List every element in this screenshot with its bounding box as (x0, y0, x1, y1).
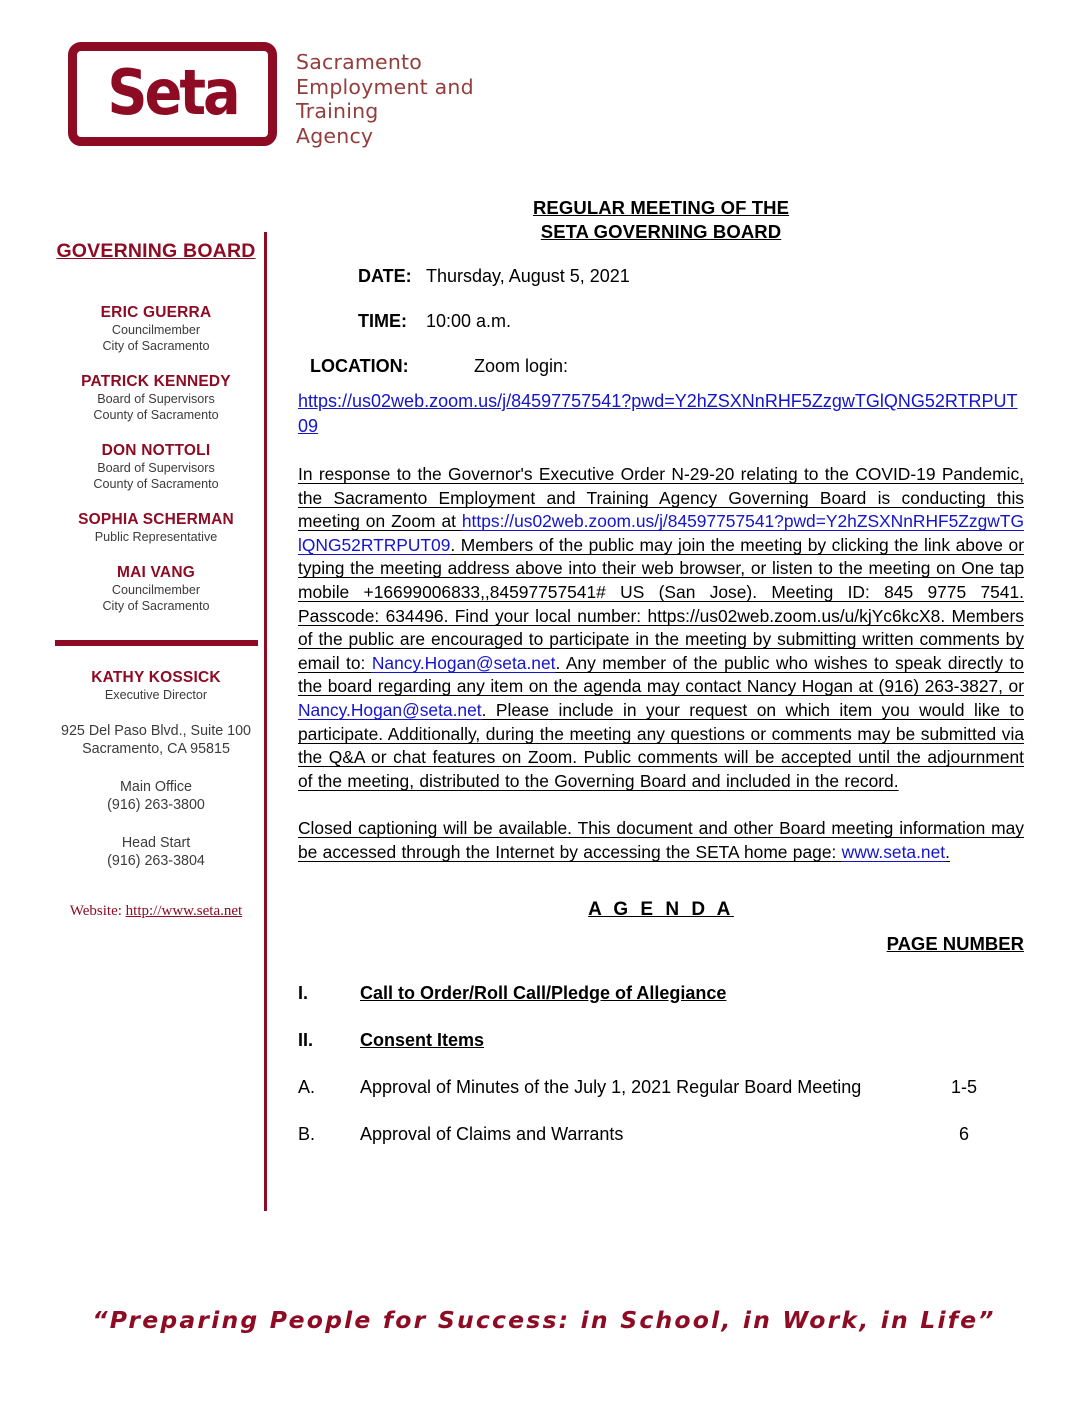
date-label: DATE: (358, 266, 412, 286)
agenda-heading (298, 899, 1024, 921)
board-member-role-2: City of Sacramento (102, 339, 210, 353)
executive-director-name: KATHY KOSSICK (91, 669, 221, 686)
meeting-location-row (298, 356, 1024, 377)
agenda-item-number: II. (298, 1029, 314, 1050)
sidebar-heading-governing-board: GOVERNING BOARD (56, 240, 256, 262)
board-member (48, 372, 264, 423)
contact-email-link-2[interactable]: Nancy.Hogan@seta.net (298, 699, 482, 720)
head-start-label: Head Start (121, 835, 191, 851)
agenda-item-title: Approval of Minutes of the July 1, 2021 Regular Board Meeting (360, 1076, 862, 1097)
head-start-number: (916) 263-3804 (107, 853, 205, 869)
website-line (48, 902, 264, 920)
page-title-line-2: SETA GOVERNING BOARD (540, 221, 782, 242)
zoom-meeting-link[interactable]: https://us02web.zoom.us/j/84597757541?pwd=Y2hZSXNnRHF5ZzgwTGlQNG52RTRPUT09 (298, 391, 1018, 436)
agenda-item-row[interactable] (298, 1075, 1024, 1100)
org-name-line-4: Agency (296, 123, 374, 148)
sidebar-divider (264, 232, 267, 1211)
org-name-line-2: Employment and (296, 74, 474, 99)
agenda-item-row[interactable] (298, 1122, 1024, 1147)
footer-tagline: “Preparing People for Success: in School, in Work, in Life” (92, 1306, 996, 1334)
zoom-meeting-link-inline[interactable]: https://us02web.zoom.us/j/84597757541?pwd=Y2hZSXNnRHF5ZzgwTGlQNG52RTRPUT09 (298, 511, 1024, 555)
meeting-meta (298, 266, 1024, 439)
agenda-item-title: Approval of Claims and Warrants (360, 1123, 624, 1144)
notice-text-part-4: . Please include in your request on which item you would like to participate. Additionally, during the meeting any questions or comments may be submitted via the Q&A or chat features on Zoom. Public comments will be accepted until the adjournment of the meeting, distributed to the Governing Board and included in the record. (298, 699, 1024, 791)
main-content (298, 196, 1024, 1169)
notice-text-part-1: In response to the Governor's Executive Order N-29-20 relating to the COVID-19 Pandemic, the Sacramento Employment and Training Agency Governing Board is conducting this meeting on Zoom at (298, 464, 1024, 532)
board-member-role-1: Councilmember (111, 323, 201, 337)
executive-director-block (48, 668, 264, 704)
masthead (0, 0, 1088, 175)
agenda-item-row[interactable] (298, 1028, 1024, 1053)
closed-captioning-paragraph (298, 817, 1024, 864)
org-name-line-3: Training (296, 99, 379, 123)
covid-notice-paragraph (298, 463, 1024, 793)
page-title (298, 196, 1024, 244)
time-label: TIME: (358, 311, 407, 331)
agenda-item-number: A. (298, 1076, 316, 1097)
board-member-role-2: County of Sacramento (93, 408, 219, 422)
board-member-role-1: Councilmember (111, 583, 201, 597)
seta-logo (68, 42, 277, 146)
board-member-role-2: County of Sacramento (93, 477, 219, 491)
board-member-name: MAI VANG (117, 564, 195, 581)
meeting-time-row (298, 311, 1024, 332)
agenda-item-title: Consent Items (360, 1029, 485, 1050)
agenda-item-page: 6 (958, 1123, 969, 1144)
org-name-line-1: Sacramento (296, 50, 422, 74)
captioning-text-part-2: . (945, 841, 950, 862)
location-zoom-url-line (298, 389, 1024, 439)
board-member-role-2: City of Sacramento (102, 599, 210, 613)
executive-director-role: Executive Director (104, 688, 208, 702)
page-number-heading-text: PAGE NUMBER (886, 932, 1024, 954)
page-title-line-1: REGULAR MEETING OF THE (532, 197, 790, 218)
meeting-date-row (298, 266, 1024, 287)
agenda-item-number: I. (298, 982, 309, 1003)
website-label: Website: (69, 903, 126, 919)
main-office-label: Main Office (119, 779, 193, 795)
organization-name (296, 50, 474, 148)
board-member-name: SOPHIA SCHERMAN (78, 511, 234, 528)
main-office-phone (48, 778, 264, 814)
main-office-number: (916) 263-3800 (107, 797, 205, 813)
sidebar (48, 240, 264, 920)
notice-text-part-2: . Members of the public may join the meeting by clicking the link above or typing the meeting address above into their web browser, or listen to the meeting on One tap mobile +16699006833,,84597757541# US (San Jose). Meeting ID: 845 9775 7541. Passcode: 634496. Find your local number: https://us02web.zoom.us/u/kjYc6kcX8. Members of the public are encouraged to participate in the meeting by submitting written comments by email to: (298, 534, 1024, 673)
notice-text-part-3: . Any member of the public who wishes to speak directly to the board regarding any item on the agenda may contact Nancy Hogan at (916) 263-3827, or (298, 652, 1024, 697)
board-member (48, 563, 264, 614)
location-label: LOCATION: (310, 356, 409, 376)
board-member-name: DON NOTTOLI (101, 442, 211, 459)
seta-home-page-link[interactable]: www.seta.net (841, 841, 946, 862)
agenda-item-row[interactable] (298, 981, 1024, 1006)
captioning-text-part-1: Closed captioning will be available. This document and other Board meeting information may be accessed through the Internet by accessing the SETA home page: (298, 818, 1024, 862)
board-member (48, 510, 264, 545)
agenda-item-title: Call to Order/Roll Call/Pledge of Allegiance (360, 982, 727, 1003)
board-member (48, 303, 264, 354)
date-value: Thursday, August 5, 2021 (426, 266, 630, 286)
location-value: Zoom login: (474, 356, 569, 376)
website-link[interactable]: http://www.seta.net (125, 903, 243, 919)
seta-logo-wordmark: Seta (107, 55, 238, 129)
agenda-item-number: B. (298, 1123, 316, 1144)
agenda-heading-text: A G E N D A (588, 898, 734, 920)
sidebar-horizontal-rule (55, 640, 258, 646)
time-value: 10:00 a.m. (426, 311, 512, 331)
board-member-role-1: Public Representative (94, 530, 218, 544)
address-line-2: Sacramento, CA 95815 (82, 741, 230, 757)
contact-email-link-1[interactable]: Nancy.Hogan@seta.net (371, 652, 556, 673)
board-member (48, 441, 264, 492)
head-start-phone (48, 834, 264, 870)
office-address (48, 722, 264, 758)
board-member-name: PATRICK KENNEDY (81, 373, 231, 390)
agenda-items-list (298, 981, 1024, 1147)
board-member-role-1: Board of Supervisors (97, 392, 215, 406)
board-member-role-1: Board of Supervisors (97, 461, 215, 475)
board-member-name: ERIC GUERRA (100, 304, 212, 321)
agenda-item-page: 1-5 (950, 1076, 977, 1097)
address-line-1: 925 Del Paso Blvd., Suite 100 (61, 723, 251, 739)
page-number-column-heading (298, 933, 1024, 955)
